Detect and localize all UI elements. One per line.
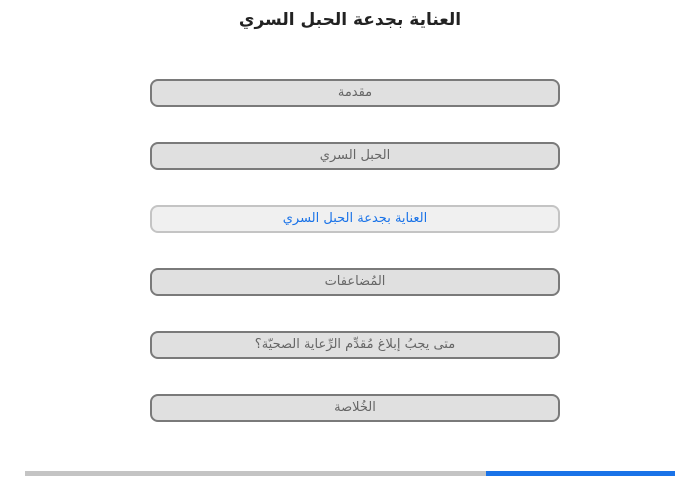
menu-item-label: متى يجبُ إبلاغ مُقدِّم الرِّعاية الصحيّة؟ [254, 337, 456, 352]
progress-bar-fill [486, 471, 675, 476]
menu-item-summary[interactable] [150, 394, 560, 422]
section-menu [150, 79, 560, 457]
menu-item-label: المُضاعفات [324, 274, 386, 289]
menu-item-introduction[interactable] [150, 79, 560, 107]
menu-item-when-to-call-provider[interactable] [150, 331, 560, 359]
menu-item-label: الحبل السري [319, 148, 391, 163]
menu-item-complications[interactable] [150, 268, 560, 296]
page-title: العناية بجدعة الحبل السري [238, 10, 462, 30]
menu-item-label: العناية بجدعة الحبل السري [282, 211, 428, 226]
menu-item-umbilical-cord[interactable] [150, 142, 560, 170]
progress-bar [25, 471, 675, 476]
menu-item-cord-stump-care[interactable] [150, 205, 560, 233]
menu-item-label: الخُلاصة [334, 400, 376, 415]
menu-item-label: مقدمة [337, 85, 373, 100]
